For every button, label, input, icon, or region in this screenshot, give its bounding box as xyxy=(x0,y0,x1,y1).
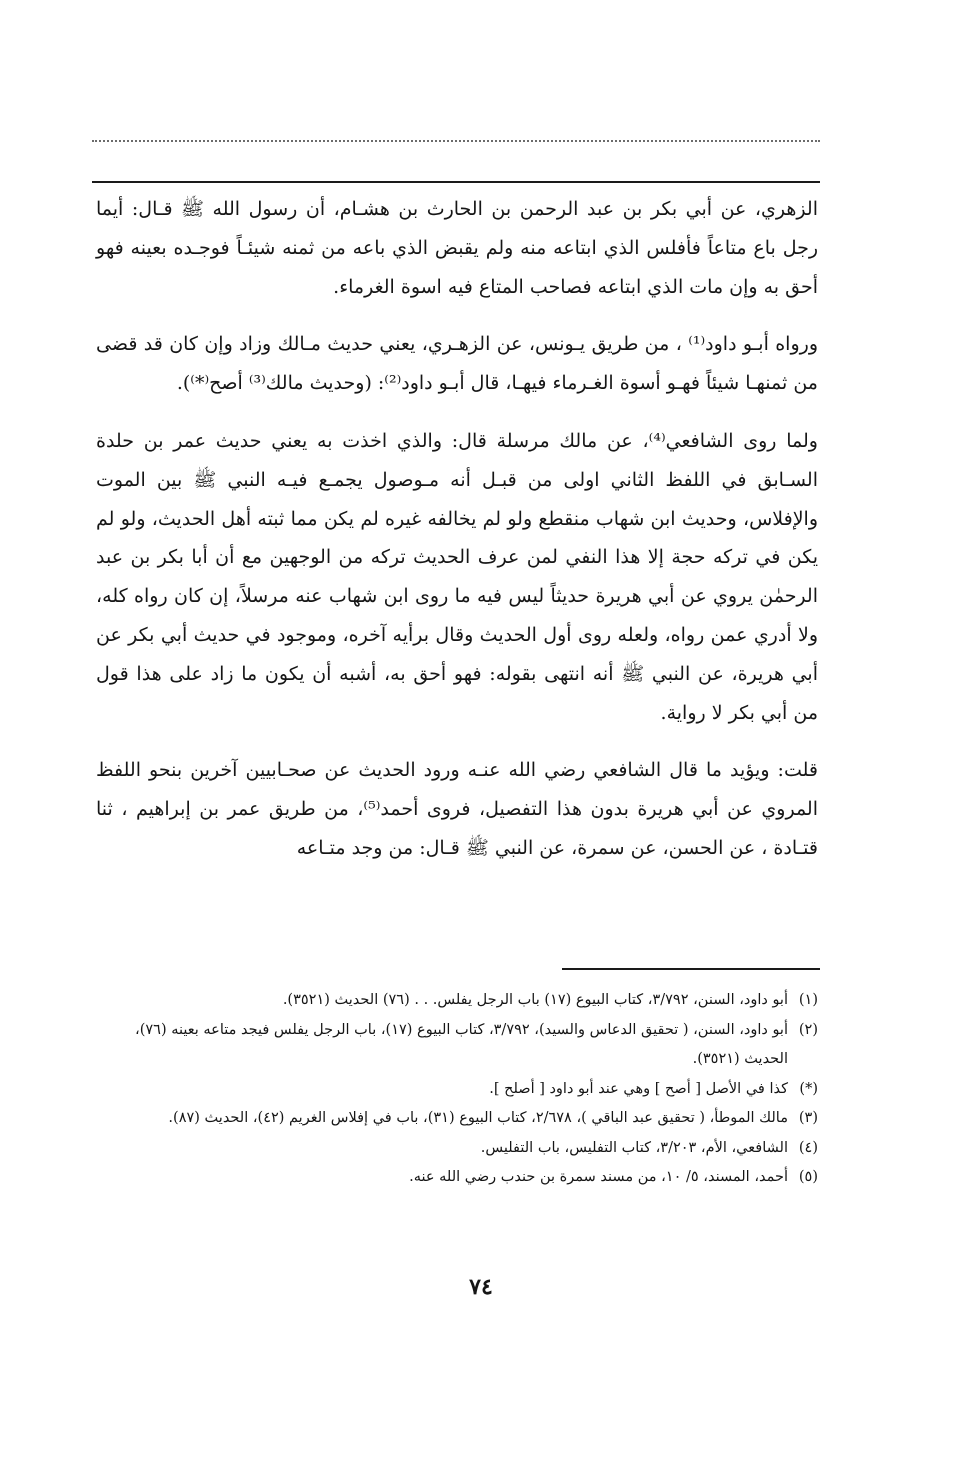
footnote-5 xyxy=(96,1163,818,1193)
paragraph-3: ولما روى الشافعي⁽⁴⁾، عن مالك مرسلة قال: والذي اخذت به يعني حديث عمر بن حلدة السـابق في اللفظ الثاني اولى من قبـل أنه مـوصول يجمـع فيـه النبي ﷺ بين الموت والإفلاس، وحديث ابن شهاب منقطع ولو لم يخالفه غيره لم يكن مما ثبته أهل الحديث، ولو لم يكن في تركه حجة إلا هذا النفي لمن عرف الحديث تركه من الوجهين مع أن أبا بكر بن عبد الرحمٰن يروي عن أبي هريرة حديثاً ليس فيه ما روى ابن شهاب عنه مرسلاً، إن كان رواه كله، ولا أدري عمن رواه، ولعله روى أول الحديث وقال برأيه آخره، وموجود في حديث أبي بكر عن أبي هريرة، عن النبي ﷺ أنه انتهى بقوله: فهو أحق به، أشبه أن يكون ما زاد على هذا قول من أبي بكر لا رواية. xyxy=(96,429,818,724)
running-header-dots xyxy=(92,140,820,142)
footnote-1 xyxy=(96,986,818,1016)
footnote-number: (٤) xyxy=(798,1139,818,1156)
footnote-number: (١) xyxy=(798,992,818,1008)
footnote-text: الشافعي، الأم، ٣/٢٠٣، كتاب التفليس، باب التفليس. xyxy=(480,1139,788,1156)
footnote-text: مالك الموطأ، ( تحقيق عبد الباقي )، ٢/٦٧٨، كتاب البيوع (٣١)، باب في إفلاس الغريم (٤٢)، الحديث (٨٧). xyxy=(168,1110,788,1126)
paragraph-2: ورواه أبـو داود⁽¹⁾ ، من طريق يـونس، عن الزهـري، يعني حديث مـالك وزاد وإن كان قد قضى من ثمنهـا شيئاً فهـو أسوة الغـرماء فيهـا، قال أبـو داود⁽²⁾: (وحديث مالك⁽³⁾ أصح⁽*⁾). xyxy=(96,333,818,395)
footnote-text: كذا في الأصل [ أصح ] وهي عند أبو داود [ أصلح ]. xyxy=(489,1080,788,1097)
footnote-number: (٢) xyxy=(798,1021,818,1038)
footnote-text: أبو داود، السنن، ( تحقيق الدعاس والسيد)، ٣/٧٩٢، كتاب البيوع (١٧)، باب الرجل يفلس فيجد متاعه بعينه (٧٦)، الحديث (٣٥٢١). xyxy=(135,1021,788,1067)
header-rule xyxy=(92,181,820,183)
footnotes xyxy=(96,986,818,1193)
footnote-2 xyxy=(96,1016,818,1075)
footnote-4 xyxy=(96,1134,818,1164)
paragraph-1: الزهري، عن أبي بكر بن عبد الرحمن بن الحارث بن هشـام، أن رسول الله ﷺ قـال: أيما رجل باع متاعاً فأفلس الذي ابتاعه منه ولم يقبض الذي باعه من ثمنه شيئـاً فوجـده بعينه فهو أحق به وإن مات الذي ابتاعه فصاحب المتاع فيه اسوة الغرماء. xyxy=(96,198,818,298)
footnote-3 xyxy=(96,1104,818,1134)
footnote-star xyxy=(96,1075,818,1105)
footnote-separator xyxy=(562,968,820,970)
page-number: ٧٤ xyxy=(469,1274,493,1300)
footnote-number: (*) xyxy=(799,1080,818,1097)
main-text xyxy=(96,190,818,868)
paragraph-4: قلت: ويؤيد ما قال الشافعي رضي الله عنـه ورود الحديث عن صحـابيين آخرين بنحو اللفظ المروي عن أبي هريرة بدون هذا التفصيل، فروى أحمد⁽⁵⁾، من طريق عمر بن إبراهيم ، ثنا قتـادة ، عن الحسن، عن سمرة، عن النبي ﷺ قـال: من وجد متـاعه xyxy=(96,759,818,859)
footnote-text: أحمد، المسند، ٥/ ١٠، من مسند سمرة بن حندب رضي الله عنه. xyxy=(409,1169,788,1185)
footnote-number: (٣) xyxy=(798,1110,818,1126)
footnote-text: أبو داود، السنن، ٣/٧٩٢، كتاب البيوع (١٧) باب الرجل يفلس. . . (٧٦) الحديث (٣٥٢١). xyxy=(282,992,788,1008)
footnote-number: (٥) xyxy=(798,1169,818,1185)
